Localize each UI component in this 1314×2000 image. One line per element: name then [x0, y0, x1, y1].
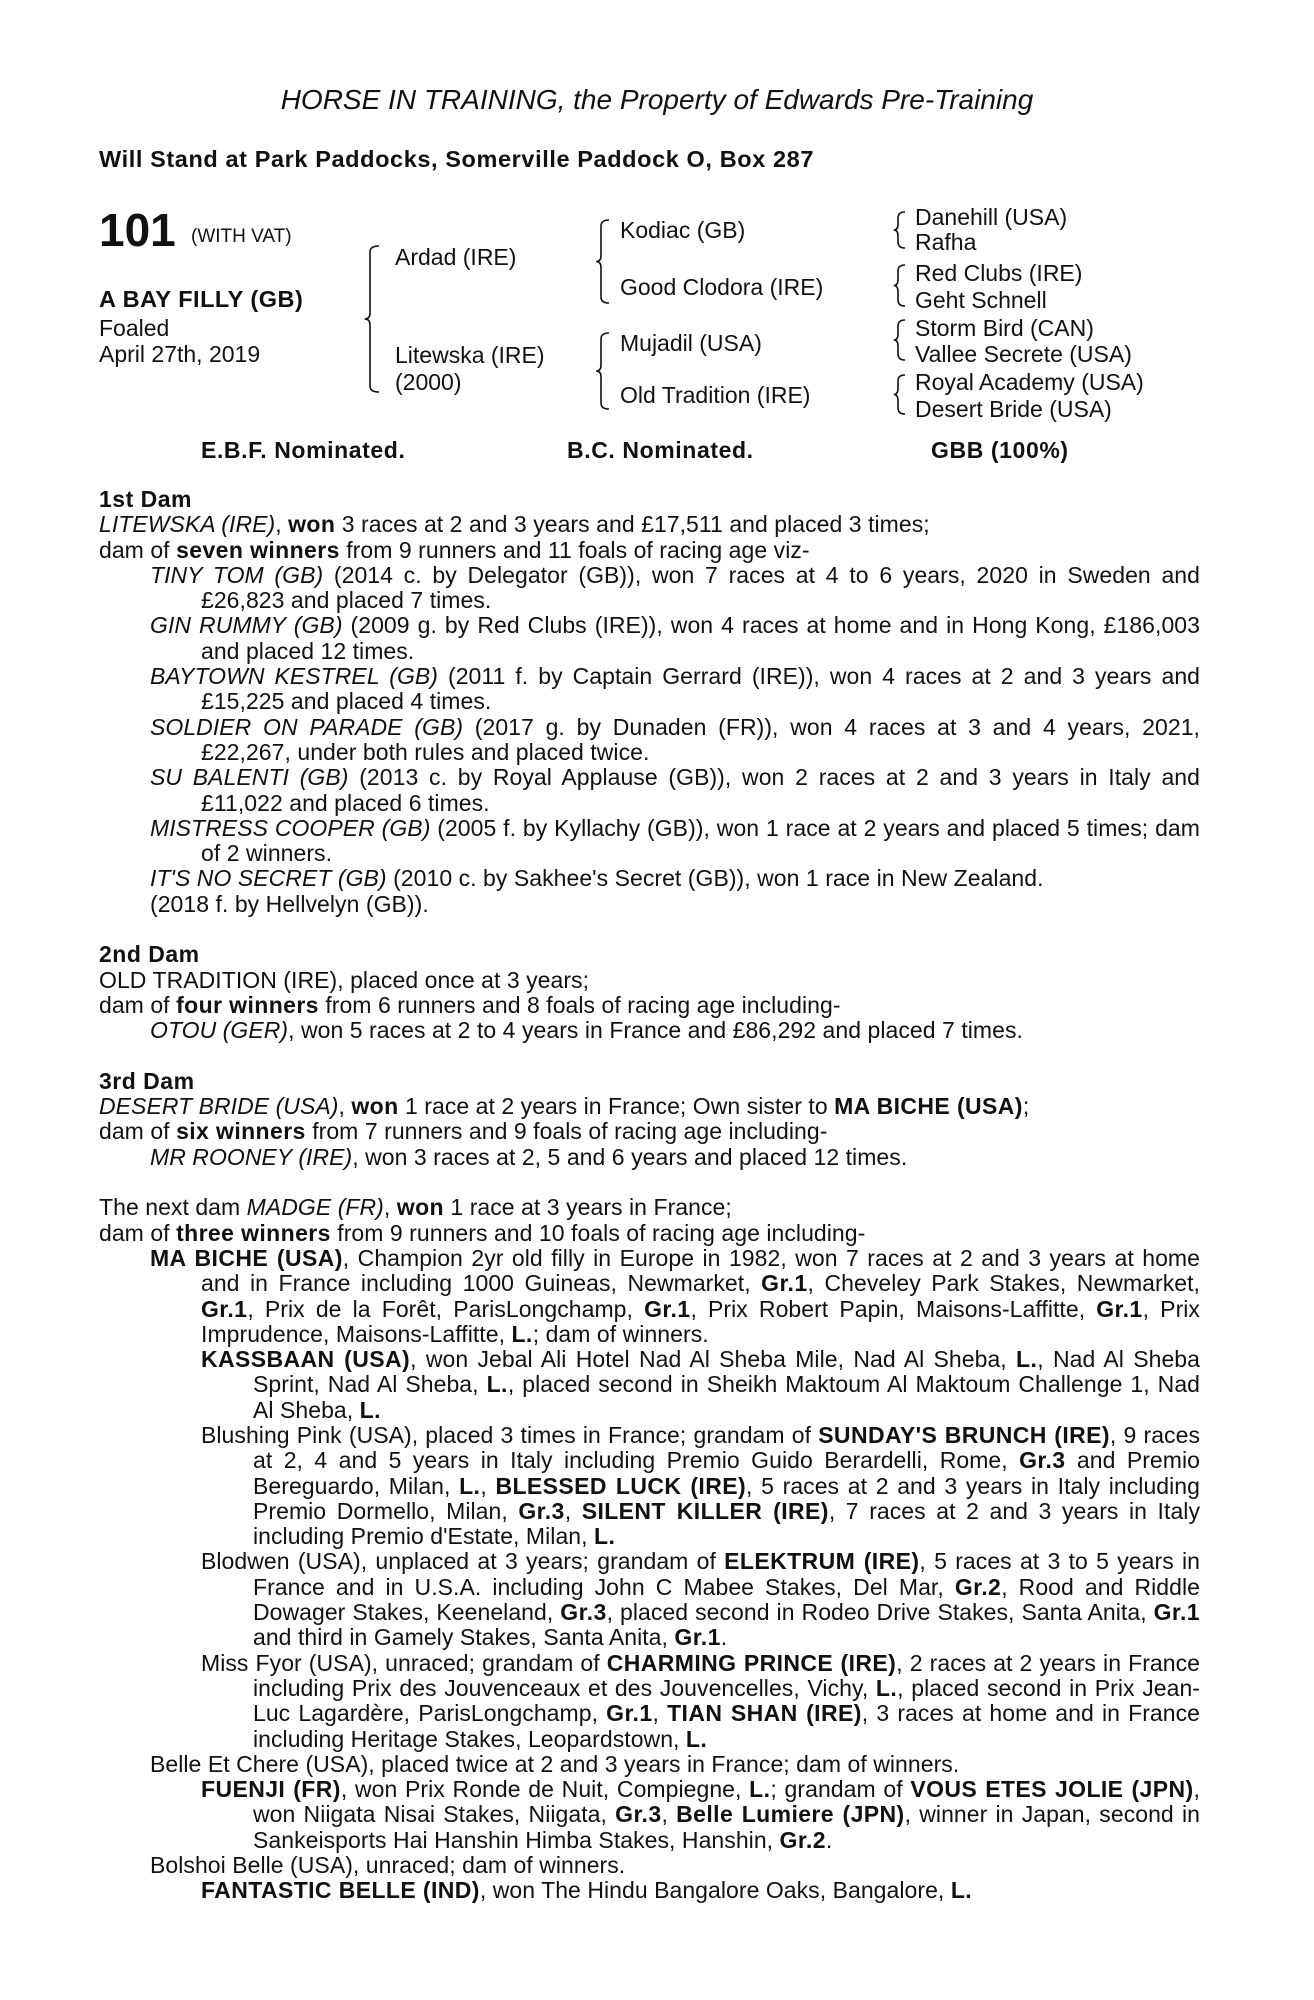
dam-section [99, 942, 1200, 1043]
italic-text: TINY TOM (GB) [150, 561, 324, 588]
text: Blodwen (USA), unplaced at 3 years; grandam of [201, 1548, 725, 1575]
text: (2018 f. by Hellvelyn (GB)). [150, 890, 429, 917]
text: , won The Hindu Bangalore Oaks, Bangalore, [479, 1877, 951, 1904]
catalogue-body [99, 487, 1200, 1904]
text: , 2 races at 2 years in France including Prix des Jouvenceaux et des Jouvencelles, Vichy, [253, 1649, 1200, 1701]
foaled-label: Foaled [99, 315, 170, 341]
text: , [661, 1801, 677, 1828]
text: , [564, 1497, 582, 1524]
text: from 7 runners and 9 foals of racing age including- [305, 1118, 828, 1145]
text: Miss Fyor (USA), unraced; grandam of [201, 1649, 607, 1676]
text: , 9 races at 2, 4 and 5 years in Italy including Premio Guido Berardelli, Rome, [253, 1421, 1200, 1474]
bc-nomination: B.C. Nominated. [567, 437, 754, 463]
bold-text: MA BICHE (USA) [834, 1093, 1023, 1120]
text: dam of [99, 536, 177, 563]
brace-icon [894, 265, 905, 306]
vat-note: (WITH VAT) [191, 226, 292, 247]
pedigree-entry [99, 1195, 1200, 1220]
bold-text: Gr.1 [1096, 1295, 1143, 1322]
pedigree-entry [99, 816, 1200, 867]
bold-text: Gr.1 [201, 1295, 248, 1322]
text: , Prix Imprudence, Maisons-Laffitte, [201, 1295, 1200, 1347]
bold-text: six winners [176, 1118, 306, 1145]
pedigree-entry [99, 765, 1200, 816]
pedigree-entry [99, 1221, 1200, 1246]
bold-text: Gr.1 [606, 1700, 653, 1727]
bold-text: L. [875, 1674, 898, 1701]
bold-text: Gr.1 [644, 1295, 691, 1322]
text: , 5 races at 2 and 3 years in Italy including Premio Dormello, Milan, [253, 1472, 1200, 1524]
brace-icon [894, 320, 905, 360]
pedigree-entry [99, 892, 1200, 917]
pedigree-entry [99, 1853, 1200, 1878]
pedigree-g3-ancestor: Royal Academy (USA) [915, 369, 1144, 395]
pedigree-dam-sire: Mujadil (USA) [620, 330, 762, 356]
bold-text: ELEKTRUM (IRE) [724, 1548, 920, 1575]
text: , 5 races at 3 to 5 years in France and in U.S.A. including John C Mabee Stakes, Del Mar, [253, 1548, 1201, 1600]
text: dam of [99, 1118, 177, 1145]
bold-text: TIAN SHAN (IRE) [667, 1700, 862, 1727]
bold-text: FANTASTIC BELLE (IND) [201, 1877, 480, 1904]
text: Belle Et Chere (USA), placed twice at 2 and 3 years in France; dam of winners. [150, 1750, 960, 1777]
italic-text: SU BALENTI (GB) [150, 764, 349, 791]
text: , [338, 1093, 352, 1120]
bold-text: VOUS ETES JOLIE (JPN) [910, 1776, 1194, 1803]
pedigree-entry [99, 1094, 1200, 1119]
bold-text: Gr.2 [954, 1573, 1002, 1600]
section-heading: 2nd Dam [99, 941, 200, 968]
pedigree-entry [99, 1549, 1200, 1650]
text: (2011 f. by Captain Gerrard (IRE)), won 4 races at 2 and 3 years and £15,225 and placed 4 times. [201, 663, 1200, 715]
text: from 9 runners and 10 foals of racing age including- [330, 1219, 866, 1246]
bold-text: L. [685, 1725, 708, 1752]
bold-text: Gr.3 [518, 1497, 565, 1524]
brace-icon [894, 375, 905, 414]
italic-text: OTOU (GER) [150, 1017, 289, 1044]
italic-text: BAYTOWN KESTREL (GB) [150, 663, 438, 690]
pedigree-sire-dam: Good Clodora (IRE) [620, 274, 824, 300]
dam-section [99, 1069, 1200, 1170]
text: (2017 g. by Dunaden (FR)), won 4 races at 3 and 4 years, 2021, £22,267, under both rules and placed twice. [201, 713, 1200, 765]
text: . [720, 1624, 728, 1651]
italic-text: SOLDIER ON PARADE (GB) [150, 713, 464, 740]
bold-text: won [396, 1194, 444, 1221]
text: dam of [99, 1219, 177, 1246]
brace-icon [894, 212, 905, 248]
pedigree-dam: Litewska (IRE) [395, 342, 545, 368]
text: Bolshoi Belle (USA), unraced; dam of winners. [150, 1852, 626, 1879]
text: (2010 c. by Sakhee's Secret (GB)), won 1 race in New Zealand. [386, 865, 1044, 892]
pedigree-entry [99, 1878, 1200, 1903]
bold-text: SILENT KILLER (IRE) [581, 1497, 829, 1524]
text: , Prix Robert Papin, Maisons-Laffitte, [690, 1295, 1097, 1322]
bold-text: won [351, 1093, 399, 1120]
pedigree-dam-year: (2000) [395, 369, 462, 395]
bold-text: BLESSED LUCK (IRE) [495, 1472, 747, 1499]
pedigree-entry [99, 1246, 1200, 1347]
gbb-status: GBB (100%) [931, 437, 1069, 463]
bold-text: Gr.3 [560, 1599, 607, 1626]
lot-description: A BAY FILLY (GB) [99, 286, 304, 312]
bold-text: Gr.2 [779, 1826, 826, 1853]
text: , 3 races at home and in France including Heritage Stakes, Leopardstown, [253, 1700, 1200, 1752]
text: (2013 c. by Royal Applause (GB)), won 2 races at 2 and 3 years in Italy and £11,022 and placed 6 times. [201, 764, 1200, 816]
bold-text: SUNDAY'S BRUNCH (IRE) [818, 1421, 1110, 1448]
text: . [825, 1826, 833, 1853]
brace-icon [596, 220, 609, 303]
text: , won Jebal Ali Hotel Nad Al Sheba Mile, Nad Al Sheba, [410, 1346, 1017, 1373]
pedigree-g3-ancestor: Geht Schnell [915, 287, 1047, 313]
text: 1 race at 3 years in France; [443, 1194, 732, 1221]
bold-text: MA BICHE (USA) [150, 1244, 343, 1271]
italic-text: MADGE (FR) [246, 1194, 384, 1221]
italic-text: IT'S NO SECRET (GB) [150, 865, 387, 892]
text: OLD TRADITION (IRE), placed once at 3 years; [99, 966, 590, 993]
bold-text: CHARMING PRINCE (IRE) [606, 1649, 897, 1676]
pedigree-g3-ancestor: Vallee Secrete (USA) [915, 341, 1132, 367]
pedigree-entry [99, 1752, 1200, 1777]
text: , Nad Al Sheba Sprint, Nad Al Sheba, [253, 1346, 1200, 1398]
stand-location: Will Stand at Park Paddocks, Somerville Paddock O, Box 287 [99, 146, 815, 172]
pedigree-entry [99, 866, 1200, 891]
text: , won 3 races at 2, 5 and 6 years and placed 12 times. [352, 1143, 908, 1170]
bold-text: Gr.1 [761, 1270, 808, 1297]
pedigree-entry [99, 563, 1200, 614]
text: ; grandam of [770, 1776, 911, 1803]
brace-icon [365, 246, 379, 392]
italic-text: MR ROONEY (IRE) [150, 1143, 353, 1170]
text: from 6 runners and 8 foals of racing age including- [318, 991, 841, 1018]
pedigree-g3-ancestor: Desert Bride (USA) [915, 396, 1112, 422]
bold-text: seven winners [176, 536, 340, 563]
bold-text: Belle Lumiere (JPN) [676, 1801, 905, 1828]
text: Blushing Pink (USA), placed 3 times in France; grandam of [201, 1421, 819, 1448]
pedigree-entry [99, 664, 1200, 715]
bold-text: Gr.3 [1019, 1447, 1066, 1474]
text: , winner in Japan, second in Sankeisports Hai Hanshin Himba Stakes, Hanshin, [253, 1801, 1200, 1853]
bold-text: won [288, 511, 336, 538]
text: and third in Gamely Stakes, Santa Anita, [253, 1624, 675, 1651]
text: , won Prix Ronde de Nuit, Compiegne, [340, 1776, 750, 1803]
bold-text: L. [950, 1877, 973, 1904]
text: , won 5 races at 2 to 4 years in France and £86,292 and placed 7 times. [288, 1017, 1023, 1044]
section-heading: 1st Dam [99, 486, 192, 512]
text: , [652, 1700, 668, 1727]
bold-text: three winners [176, 1219, 331, 1246]
bold-text: Gr.1 [674, 1624, 721, 1651]
section-heading: 3rd Dam [99, 1067, 195, 1094]
pedigree-entry [99, 538, 1200, 563]
pedigree-entry [99, 1145, 1200, 1170]
dam-section [99, 487, 1200, 917]
pedigree-g3-ancestor: Danehill (USA) [915, 204, 1068, 230]
pedigree-g3-ancestor: Rafha [915, 229, 977, 255]
text: ; [1022, 1093, 1030, 1120]
text: , Cheveley Park Stakes, Newmarket, [807, 1270, 1200, 1297]
bold-text: Gr.1 [1153, 1599, 1200, 1626]
text: 1 race at 2 years in France; Own sister to [398, 1093, 835, 1120]
text: dam of [99, 991, 177, 1018]
pedigree-g3-ancestor: Red Clubs (IRE) [915, 260, 1083, 286]
pedigree-entry [99, 715, 1200, 766]
bold-text: L. [511, 1320, 533, 1347]
text: , Champion 2yr old filly in Europe in 1982, won 7 races at 2 and 3 years at home and in France including 1000 Guineas, Newmarket, [201, 1244, 1200, 1297]
pedigree-entry [99, 512, 1200, 537]
text: , Rood and Riddle Dowager Stakes, Keeneland, [253, 1573, 1200, 1626]
pedigree-entry [99, 968, 1200, 993]
italic-text: MISTRESS COOPER (GB) [150, 814, 431, 841]
pedigree-entry [99, 1423, 1200, 1549]
text: (2014 c. by Delegator (GB)), won 7 races at 4 to 6 years, 2020 in Sweden and £26,823 and placed 7 times. [201, 561, 1200, 614]
catalogue-title: HORSE IN TRAINING, the Property of Edwards Pre-Training [280, 84, 1034, 115]
text: and Premio Bereguardo, Milan, [253, 1447, 1200, 1499]
text: , placed second in Rodeo Drive Stakes, Santa Anita, [606, 1599, 1154, 1626]
dam-section [99, 1195, 1200, 1903]
italic-text: GIN RUMMY (GB) [150, 612, 343, 639]
pedigree-entry [99, 1119, 1200, 1144]
pedigree-entry [99, 1347, 1200, 1423]
bold-text: L. [594, 1523, 616, 1550]
text: , 7 races at 2 and 3 years in Italy including Premio d'Estate, Milan, [253, 1497, 1200, 1550]
bold-text: L. [486, 1371, 508, 1398]
text: (2005 f. by Kyllachy (GB)), won 1 race at 2 years and placed 5 times; dam of 2 winners. [201, 814, 1200, 867]
text: (2009 g. by Red Clubs (IRE)), won 4 races at home and in Hong Kong, £186,003 and placed 12 times. [201, 612, 1200, 664]
bold-text: FUENJI (FR) [201, 1776, 341, 1803]
text: , won Niigata Nisai Stakes, Niigata, [253, 1776, 1200, 1828]
text: , [383, 1194, 397, 1221]
pedigree-entry [99, 993, 1200, 1018]
text: , [275, 511, 289, 538]
text: ; dam of winners. [532, 1320, 709, 1347]
text: , placed second in Sheikh Maktoum Al Maktoum Challenge 1, Nad Al Sheba, [253, 1371, 1201, 1423]
lot-number: 101 [99, 204, 176, 256]
pedigree-g3-ancestor: Storm Bird (CAN) [915, 315, 1094, 341]
foaled-date: April 27th, 2019 [99, 341, 261, 367]
pedigree-dam-dam: Old Tradition (IRE) [620, 382, 811, 408]
bold-text: L. [749, 1776, 771, 1803]
bold-text: four winners [176, 991, 319, 1018]
pedigree-entry [99, 1777, 1200, 1853]
pedigree-sire: Ardad (IRE) [395, 244, 517, 270]
ebf-nomination: E.B.F. Nominated. [201, 437, 406, 463]
text: , Prix de la Forêt, ParisLongchamp, [247, 1295, 645, 1322]
italic-text: LITEWSKA (IRE) [99, 511, 276, 538]
bold-text: KASSBAAN (USA) [201, 1346, 411, 1373]
bold-text: L. [459, 1472, 481, 1499]
text: , [480, 1472, 496, 1499]
pedigree-entry [99, 1018, 1200, 1043]
brace-icon [596, 333, 609, 409]
bold-text: L. [359, 1396, 381, 1423]
text: from 9 runners and 11 foals of racing age viz- [339, 536, 810, 563]
pedigree-entry [99, 613, 1200, 664]
pedigree-sire-sire: Kodiac (GB) [620, 217, 746, 243]
text: 3 races at 2 and 3 years and £17,511 and placed 3 times; [335, 511, 930, 538]
bold-text: L. [1016, 1346, 1038, 1373]
italic-text: DESERT BRIDE (USA) [99, 1093, 339, 1120]
text: The next dam [99, 1194, 247, 1221]
pedigree-entry [99, 1651, 1200, 1752]
text: , placed second in Prix Jean-Luc Lagardère, ParisLongchamp, [253, 1674, 1201, 1727]
bold-text: Gr.3 [615, 1801, 662, 1828]
